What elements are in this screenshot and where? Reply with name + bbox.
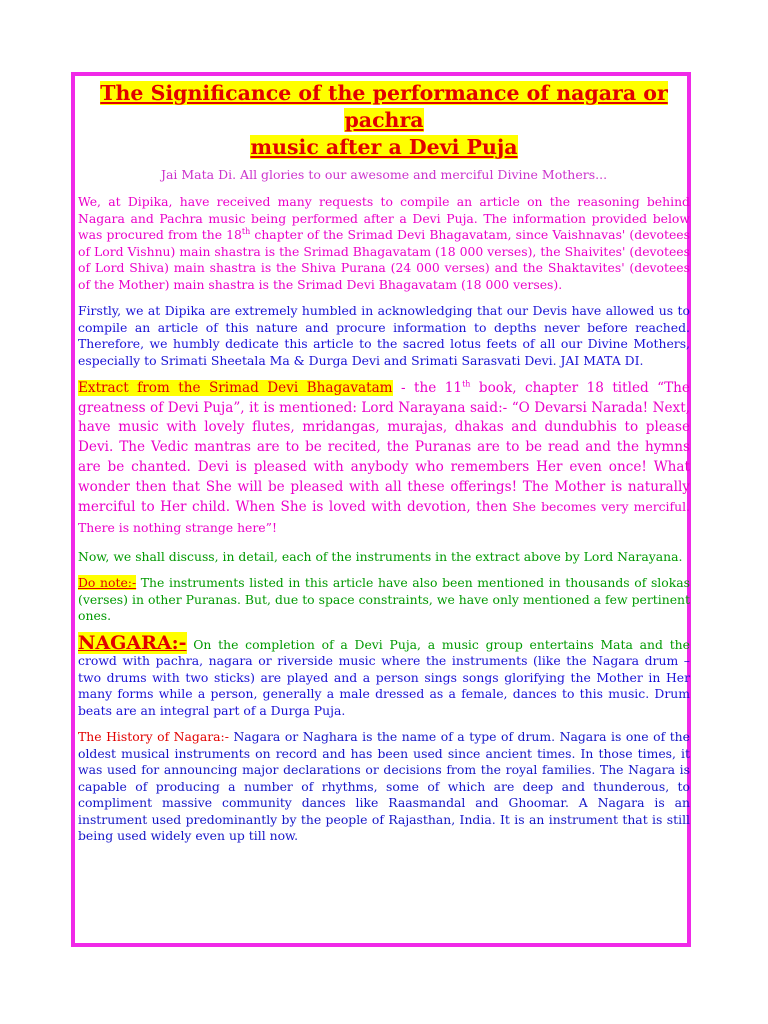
history-text: Nagara or Naghara is the name of a type of drum. Nagara is one of the oldest musical instruments on record and has been used since ancient times. In those times, it was used for announcing major declarations or decisions from the royal families. The Nagara is capable of producing a number of rhythms, some of which are deep and thunderous, to compliment massive community dances like Raasmandal and Ghoomar. A Nagara is an instrument used predominantly by the people of Rajasthan, India. It is an instrument that is still being used widely even up till now. — [78, 729, 690, 844]
intro-sup: th — [241, 226, 251, 236]
nagara-paragraph — [78, 631, 690, 720]
extract-part-2: book, chapter 18 titled “The greatness of Devi Puja”, it is mentioned: Lord Narayana said:- “O Devarsi Narada! Next, have music with lovely flutes, mridangas, murajas, dhakas and dundubhis to please Devi. The Vedic mantras are to be recited, the Puranas are to be read and the hymns are be chanted. Devi is pleased with anybody who remembers Her even once! What wonder then that She will be pleased with all these offerings! The Mother is naturally merciful to Her child. When She is loved with devotion, then — [78, 380, 690, 516]
note-text: The instruments listed in this article have also been mentioned in thousands of slokas (verses) in other Puranas. But, due to space constraints, we have only mentioned a few pertinent ones. — [78, 575, 690, 624]
history-paragraph — [78, 729, 690, 845]
subtitle: Jai Mata Di. All glories to our awesome and merciful Divine Mothers... — [160, 167, 608, 182]
discuss-paragraph: Now, we shall discuss, in detail, each of the instruments in the extract above by Lord Narayana. — [78, 548, 683, 564]
note-label: Do note:- — [78, 575, 137, 591]
extract-label: Extract from the Srimad Devi Bhagavatam — [78, 380, 393, 396]
article — [78, 80, 690, 855]
extract-part-1: - the 11 — [392, 380, 463, 396]
intro-part-1: We, at Dipika, have received many requests to compile an article on the reasoning behind Nagara and Pachra music being performed after a Devi Puja. The information provided below was procured from the 18 — [78, 194, 690, 242]
intro-part-2: chapter of the Srimad Devi Bhagavatam, since Vaishnavas' (devotees of Lord Vishnu) main shastra is the Srimad Bhagavatam (18 000 verses), the Shaivites' (devotees of Lord Shiva) main shastra is the Shiva Purana (24 000 verses) and the Shaktavites' (devotees of the Mother) main shastra is the Srimad Devi Bhagavatam (18 000 verses). — [78, 227, 690, 292]
intro-paragraph — [78, 194, 690, 293]
note-paragraph — [78, 575, 690, 625]
page-title — [78, 80, 690, 161]
extract-paragraph — [78, 379, 690, 539]
nagara-heading: NAGARA:- — [78, 631, 187, 654]
nagara-rest: crowd with pachra, nagara or riverside music where the instruments (like the Nagara drum – two drums with two sticks) are played and a person sings songs glorifying the Mother in Her many forms while a person, generally a male dressed as a female, dances to this music. Drum beats are an integral part of a Durga Puja. — [78, 653, 690, 718]
title-line-2: music after a Devi Puja — [250, 135, 518, 159]
dedication-paragraph: Firstly, we at Dipika are extremely humbled in acknowledging that our Devis have allowed us to compile an article of this nature and procure information to depths never before reached. Therefore, we humbly dedicate this article to the sacred lotus feets of all our Divine Mothers, especially to Srimati Sheetala Ma & Durga Devi and Srimati Sarasvati Devi. JAI MATA DI. — [78, 303, 690, 368]
history-label: The History of Nagara:- — [78, 729, 229, 745]
title-line-1: The Significance of the performance of nagara or pachra — [100, 81, 668, 132]
nagara-lead: On the completion of a Devi Puja, a music group entertains Mata and the — [186, 636, 690, 652]
extract-tail: She becomes very merciful. There is nothing strange here”! — [78, 499, 690, 535]
extract-sup: th — [462, 379, 471, 389]
